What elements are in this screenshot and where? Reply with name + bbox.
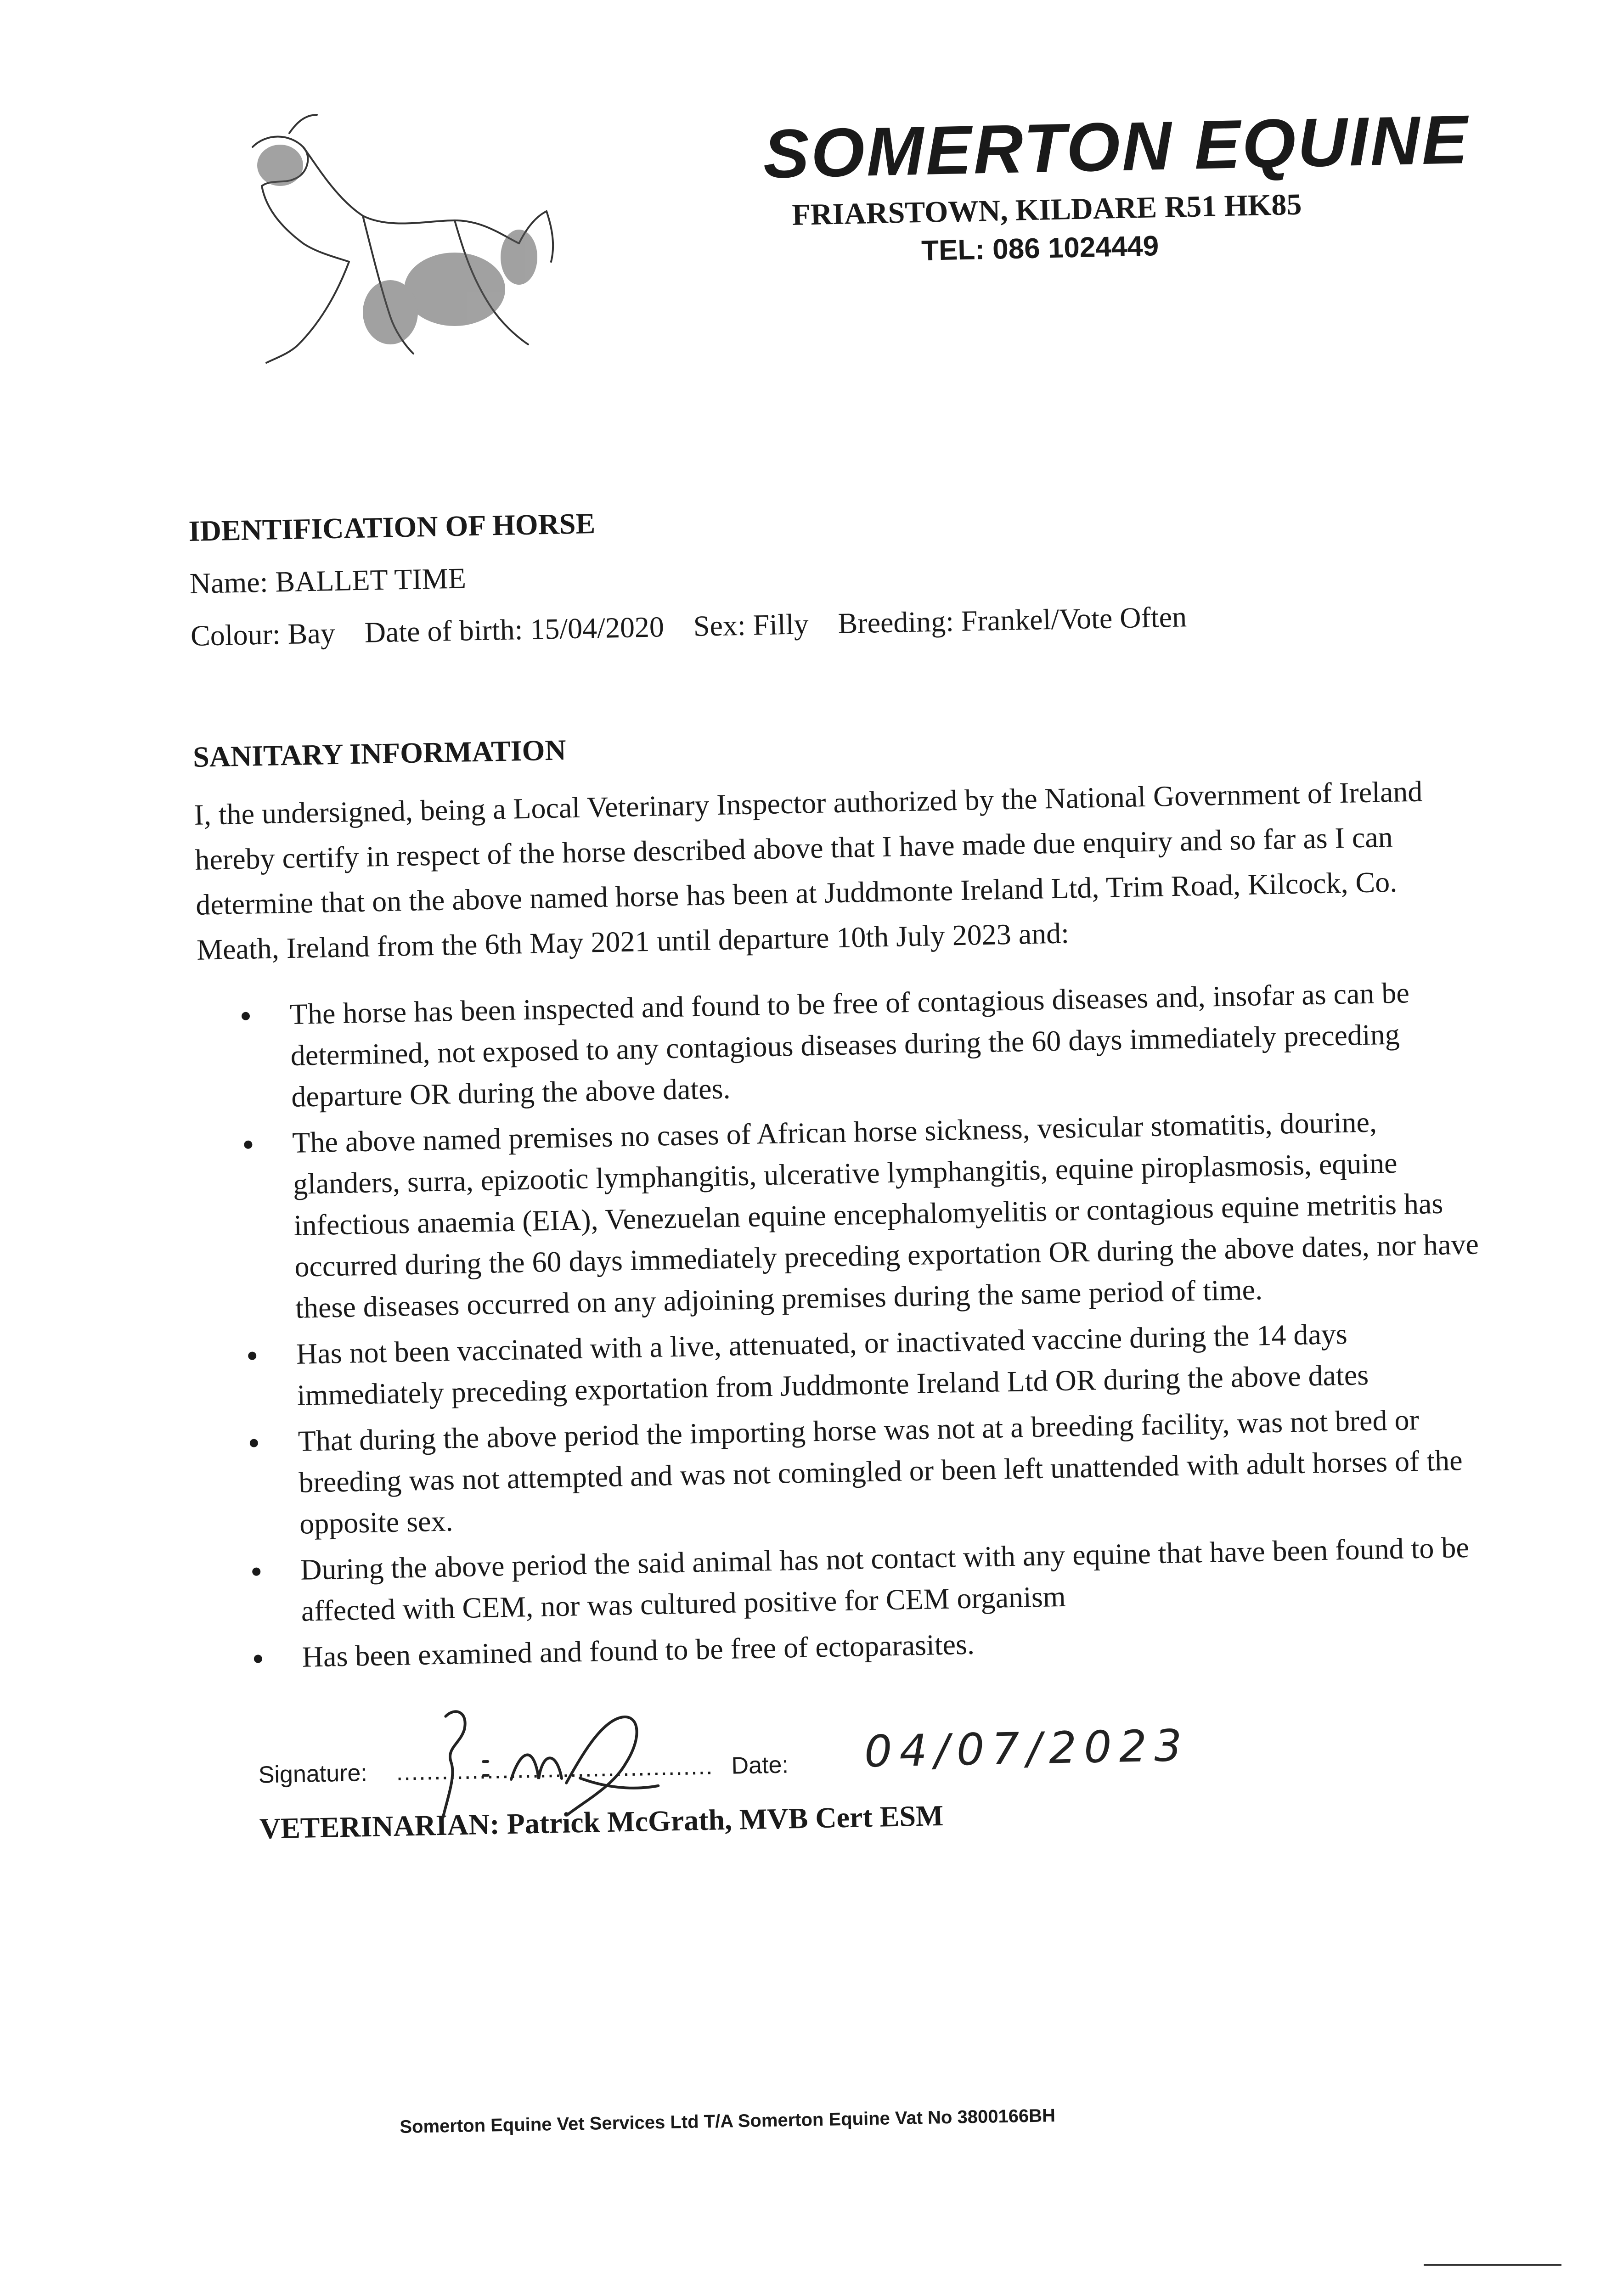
- certificate-body: [188, 490, 1499, 1846]
- bullet-icon: [248, 1351, 256, 1360]
- signature-label: Signature:: [258, 1760, 368, 1789]
- veterinarian-name: VETERINARIAN: Patrick McGrath, MVB Cert ESM: [259, 1799, 944, 1845]
- list-item: The horse has been inspected and found to be free of contagious diseases and, insofar as can be determined, not exposed to any contagious diseases during the 60 days immediately preceding departure OR during the above dates.: [197, 971, 1486, 1120]
- bullet-icon: [244, 1141, 252, 1149]
- footer-divider: [1424, 2264, 1561, 2266]
- horse-colour: Colour: Bay: [190, 616, 336, 652]
- list-item: During the above period the said animal has not contact with any equine that have been found to be affected with CEM, nor was cultured positive for CEM organism: [208, 1526, 1495, 1634]
- list-item: The above named premises no cases of African horse sickness, vesicular stomatitis, dourine, glanders, surra, epizootic lymphangitis, ulcerative lymphangitis, equine piroplasmosis, equine infectious anaemia (EIA), Venezuelan equine encephalomyelitis or contagious equine metritis has occurred during the 60 days immediately preceding exportation OR during the above dates, nor have these diseases occurred on any adjoining premises during the same period of time.: [200, 1099, 1489, 1331]
- footer-text: Somerton Equine Vet Services Ltd T/A Somerton Equine Vat No 3800166BH: [400, 2105, 1056, 2137]
- horse-details: [190, 594, 1476, 653]
- sanitary-intro: I, the undersigned, being a Local Veterinary Inspector authorized by the National Government of Ireland hereby certify in respect of the horse described above that I have made due enquiry and so far as I can determine that on the above named horse has been at Juddmonte Ireland Ltd, Trim Road, Kilcock, Co. Meath, Ireland from the 6th May 2021 until departure 10th July 2023 and:: [193, 775, 1423, 966]
- company-header: [744, 98, 1528, 271]
- date-label: Date:: [731, 1751, 789, 1779]
- company-name: SOMERTON EQUINE: [762, 100, 1471, 193]
- signature-date: 04/07/2023: [863, 1720, 1190, 1778]
- bullet-icon: [242, 1012, 250, 1020]
- signature-row: [212, 1705, 1499, 1799]
- handwritten-signature-icon: [427, 1692, 751, 1836]
- horse-sex: Sex: Filly: [693, 608, 809, 642]
- identification-heading: IDENTIFICATION OF HORSE: [188, 507, 596, 547]
- horse-breeding: Breeding: Frankel/Vote Often: [837, 600, 1187, 640]
- signature-line: ..........................................: [396, 1753, 714, 1786]
- list-item: Has not been vaccinated with a live, attenuated, or inactivated vaccine during the 14 days immediately preceding exportation from Juddmonte Ireland Ltd OR during the above dates: [204, 1311, 1491, 1418]
- bullet-icon: [250, 1439, 258, 1447]
- bullet-icon: [254, 1654, 262, 1663]
- horse-name: Name: BALLET TIME: [189, 562, 467, 600]
- company-telephone: TEL: 086 1024449: [921, 230, 1159, 267]
- bullet-icon: [252, 1567, 260, 1576]
- horse-logo-icon: [197, 106, 565, 404]
- company-address: FRIARSTOWN, KILDARE R51 HK85: [791, 187, 1302, 232]
- sanitary-bullets: [197, 971, 1496, 1679]
- list-item: Has been examined and found to be free of ectoparasites.: [210, 1614, 1496, 1680]
- horse-dob: Date of birth: 15/04/2020: [364, 610, 665, 649]
- list-item: That during the above period the importing horse was not at a breeding facility, was not bred or breeding was not attempted and was not comingled or been left unattended with adult horses of the opposite sex.: [206, 1398, 1494, 1547]
- sanitary-heading: SANITARY INFORMATION: [192, 733, 567, 773]
